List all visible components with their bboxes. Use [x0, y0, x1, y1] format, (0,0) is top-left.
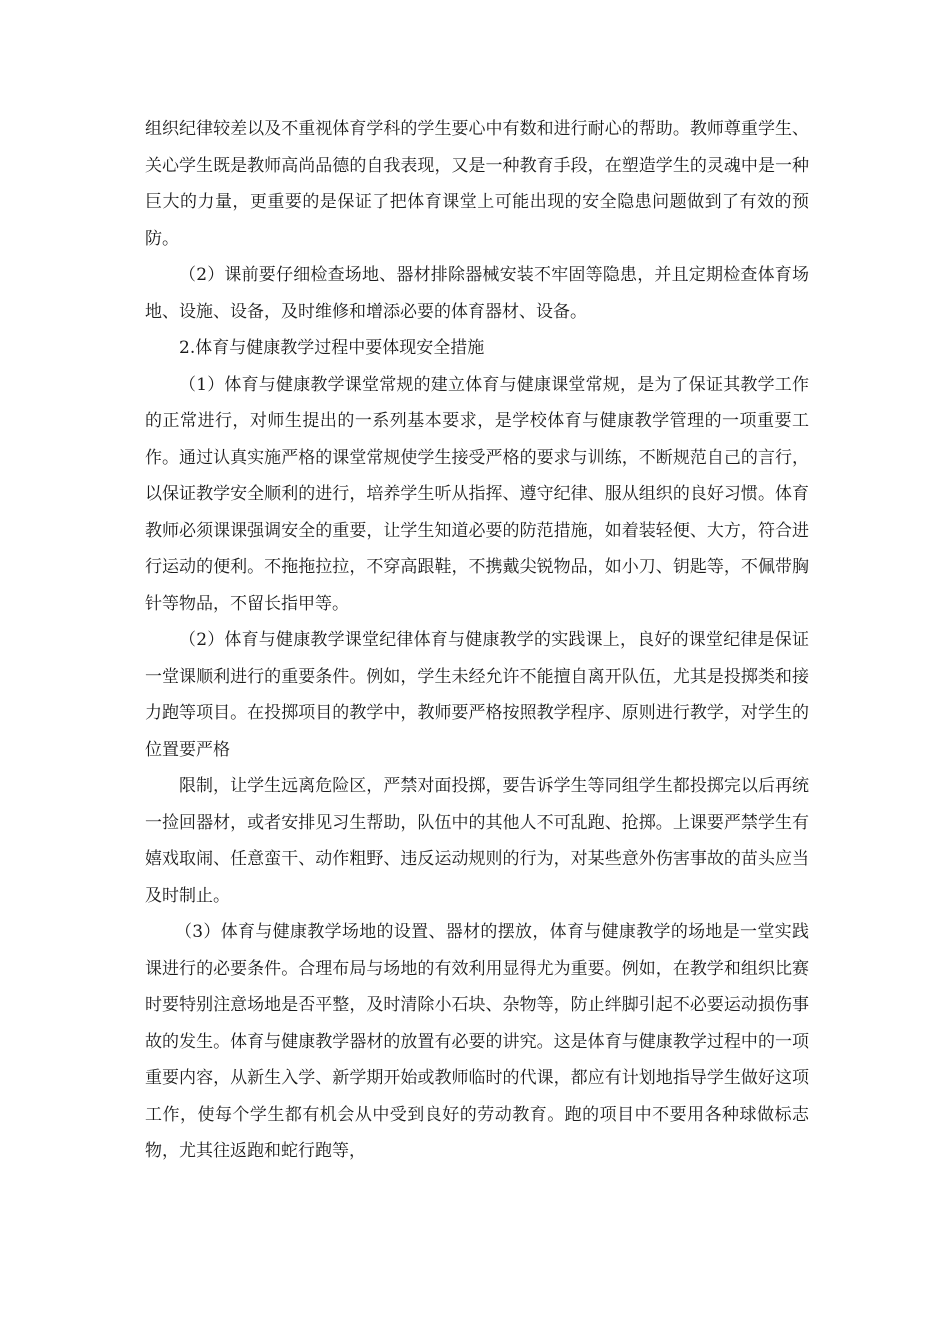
paragraph-item-3: （3）体育与健康教学场地的设置、器材的摆放，体育与健康教学的场地是一堂实践课进行的必要条件。合理布局与场地的有效利用显得尤为重要。例如，在教学和组织比赛时要特别注意场地是否平整，及时清除小石块、杂物等，防止绊脚引起不必要运动损伤事故的发生。体育与健康教学器材的放置有必要的讲究。这是体育与健康教学过程中的一项重要内容，从新生入学、新学期开始或教师临时的代课，都应有计划地指导学生做好这项工作，使每个学生都有机会从中受到良好的劳动教育。跑的项目中不要用各种球做标志物，尤其往返跑和蛇行跑等， — [145, 922, 809, 1161]
paragraph-restriction: 限制，让学生远离危险区，严禁对面投掷，要告诉学生等同组学生都投掷完以后再统一捡回器材，或者安排见习生帮助，队伍中的其他人不可乱跑、抢掷。上课要严禁学生有嬉戏取闹、任意蛮干、动作粗野、违反运动规则的行为，对某些意外伤害事故的苗头应当及时制止。 — [145, 776, 809, 906]
paragraph-item-1: （1）体育与健康教学课堂常规的建立体育与健康课堂常规，是为了保证其教学工作的正常进行，对师生提出的一系列基本要求，是学校体育与健康教学管理的一项重要工作。通过认真实施严格的课堂常规使学生接受严格的要求与训练，不断规范自己的言行，以保证教学安全顺利的进行，培养学生听从指挥、遵守纪律、服从组织的良好习惯。体育教师必须课课强调安全的重要，让学生知道必要的防范措施，如着装轻便、大方，符合进行运动的便利。不拖拖拉拉，不穿高跟鞋，不携戴尖锐物品，如小刀、钥匙等，不佩带胸针等物品，不留长指甲等。 — [145, 374, 809, 614]
paragraph-continuation: 组织纪律较差以及不重视体育学科的学生要心中有数和进行耐心的帮助。教师尊重学生、关心学生既是教师高尚品德的自我表现，又是一种教育手段，在塑造学生的灵魂中是一种巨大的力量，更重要的是保证了把体育课堂上可能出现的安全隐患问题做到了有效的预防。 — [145, 119, 809, 249]
document-body — [145, 111, 809, 1170]
paragraph-item-2-discipline: （2）体育与健康教学课堂纪律体育与健康教学的实践课上，良好的课堂纪律是保证一堂课顺利进行的重要条件。例如，学生未经允许不能擅自离开队伍，尤其是投掷类和接力跑等项目。在投掷项目的教学中，教师要严格按照教学程序、原则进行教学，对学生的位置要严格 — [145, 630, 809, 760]
section-heading: 2.体育与健康教学过程中要体现安全措施 — [179, 338, 485, 358]
paragraph-item-2: （2）课前要仔细检查场地、器材排除器械安装不牢固等隐患，并且定期检查体育场地、设施、设备，及时维修和增添必要的体育器材、设备。 — [145, 265, 809, 322]
